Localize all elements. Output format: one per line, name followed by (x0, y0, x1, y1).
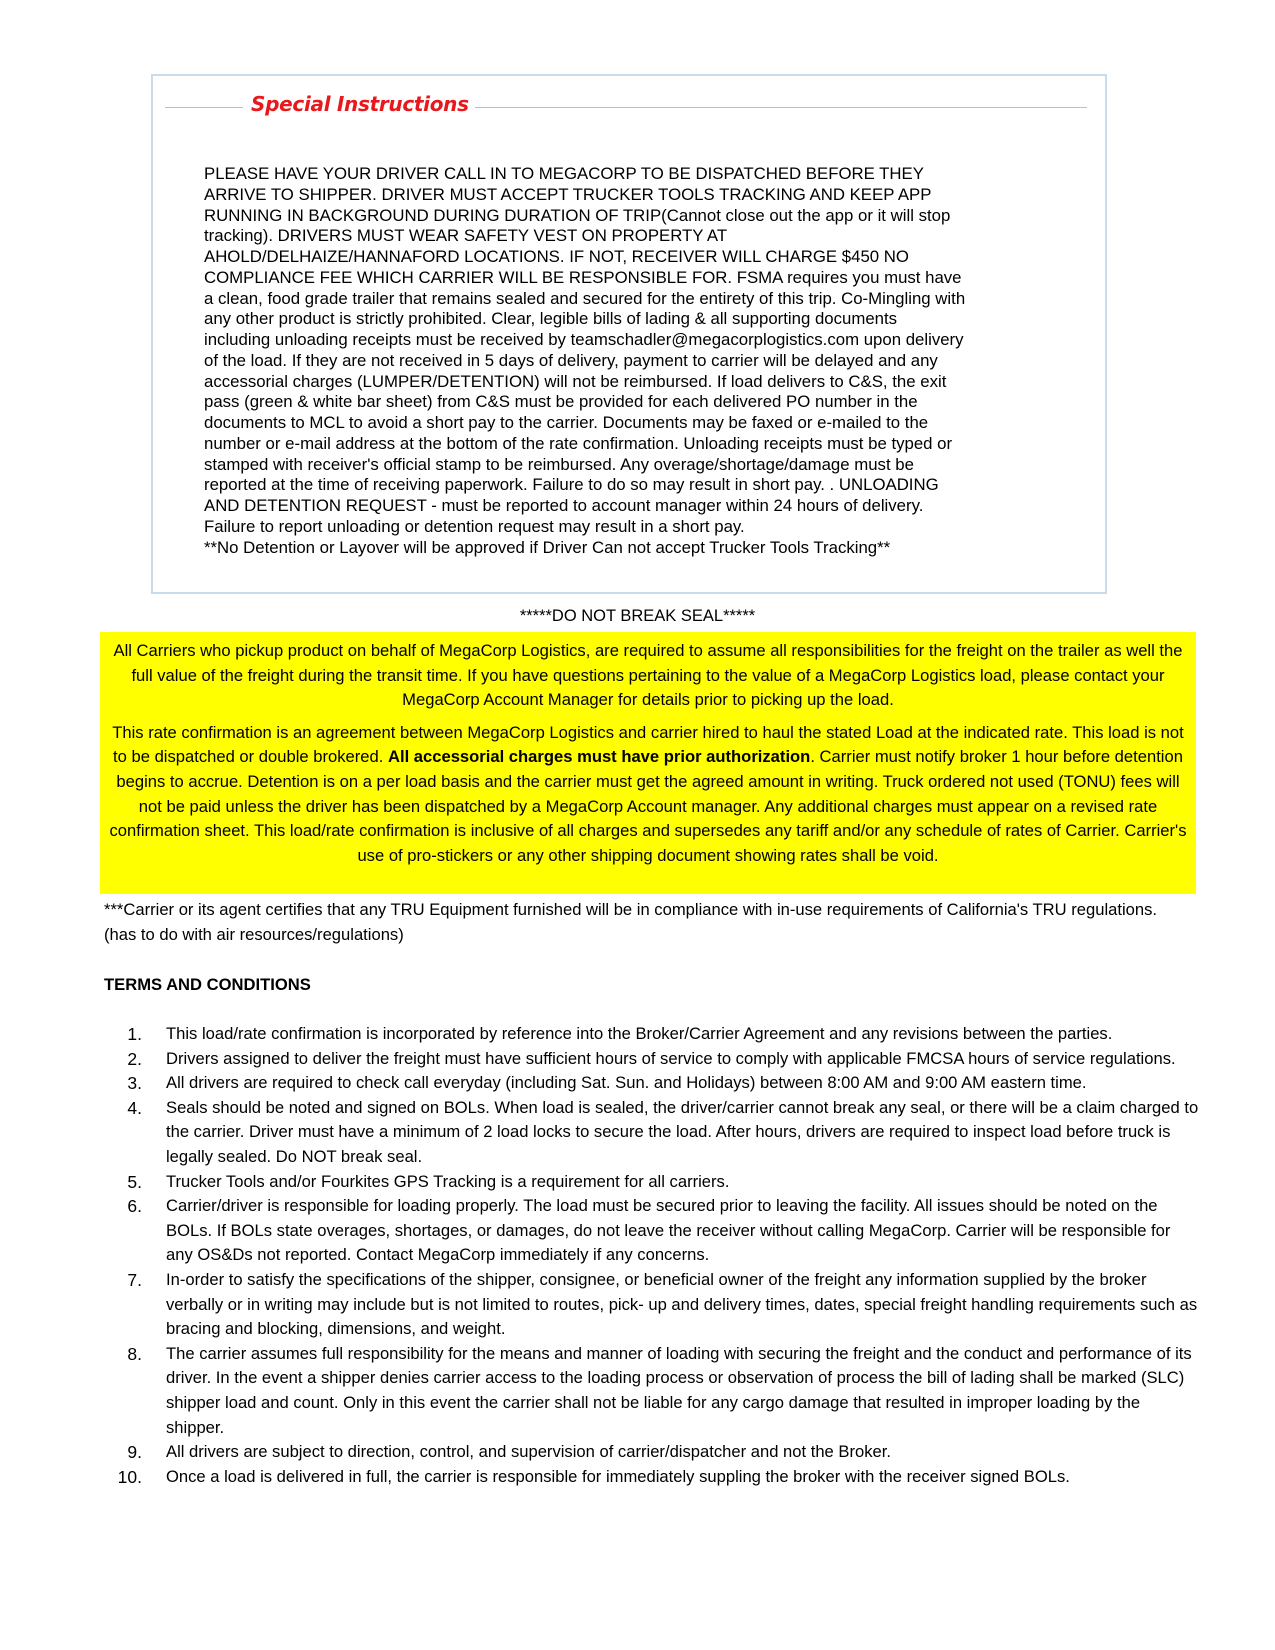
title-rule-right (460, 107, 1087, 108)
title-rule-left (165, 107, 243, 108)
term-item (104, 1071, 1199, 1096)
term-number: 5. (127, 1171, 142, 1192)
special-instructions-title: Special Instructions (245, 92, 475, 116)
rate-confirmation-text-end: . Carrier must notify broker 1 hour before detention begins to accrue. Detention is on a per load basis and the carrier must get the agreed amount in writing. Truck ordered not used (TONU) fees will not be paid unless the driver has been dispatched by a MegaCorp Account manager. Any additional charges must appear on a revised rate confirmation sheet. This load/rate confirmation is inclusive of all charges and supersedes any tariff and/or any schedule of rates of Carrier. Carrier's use of pro-stickers or any other shipping document showing rates shall be void. (109, 747, 1187, 865)
term-number: 7. (127, 1269, 142, 1290)
seal-notice: *****DO NOT BREAK SEAL***** (519, 607, 756, 625)
term-item (104, 1096, 1199, 1170)
carrier-responsibility-notice (100, 632, 1196, 894)
term-number: 9. (127, 1442, 142, 1463)
term-text: This load/rate confirmation is incorporated by reference into the Broker/Carrier Agreement and any revisions between the parties. (166, 1024, 1113, 1043)
terms-list (104, 1022, 1199, 1489)
rate-confirmation-text-start: This rate confirmation is an agreement between MegaCorp Logistics and carrier hired to haul the stated Load at the indicated rate. This load is not to be dispatched or double brokered. (112, 722, 1184, 767)
term-item (104, 1170, 1199, 1195)
term-item (104, 1440, 1199, 1465)
term-text: Drivers assigned to deliver the freight must have sufficient hours of service to comply with applicable FMCSA hours of service regulations. (166, 1048, 1176, 1068)
term-number: 2. (127, 1048, 142, 1069)
term-text: Carrier/driver is responsible for loading properly. The load must be secured prior to leaving the facility. All issues should be noted on the BOLs. If BOLs state overages, shortages, or damages, do not leave the receiver without calling MegaCorp. Carrier will be responsible for any OS&Ds not reported. Contact MegaCorp immediately if any concerns. (166, 1196, 1171, 1265)
special-instructions-text: PLEASE HAVE YOUR DRIVER CALL IN TO MEGACORP TO BE DISPATCHED BEFORE THEY ARRIVE TO SHIPPER. DRIVER MUST ACCEPT TRUCKER TOOLS TRACKING AND KEEP APP RUNNING IN BACKGROUND DURING DURATION OF TRIP(Cannot close out the app or it will stop tracking). DRIVERS MUST WEAR SAFETY VEST ON PROPERTY AT AHOLD/DELHAIZE/HANNAFORD LOCATIONS. IF NOT, RECEIVER WILL CHARGE $450 NO COMPLIANCE FEE WHICH CARRIER WILL BE RESPONSIBLE FOR. FSMA requires you must have a clean, food grade trailer that remains sealed and secured for the entirety of this trip. Co-Mingling with any other product is strictly prohibited. Clear, legible bills of lading & all supporting documents including unloading receipts must be received by teamschadler@megacorplogistics.com upon delivery of the load. If they are not received in 5 days of delivery, payment to carrier will be delayed and any accessorial charges (LUMPER/DETENTION) will not be reimbursed. If load delivers to C&S, the exit pass (green & white bar sheet) from C&S must be provided for each delivered PO number in the documents to MCL to avoid a short pay to the carrier. Documents may be faxed or e-mailed to the number or e-mail address at the bottom of the rate confirmation. Unloading receipts must be typed or stamped with receiver's official stamp to be reimbursed. Any overage/shortage/damage must be reported at the time of receiving paperwork. Failure to do so may result in short pay. . UNLOADING AND DETENTION REQUEST - must be reported to account manager within 24 hours of delivery. Failure to report unloading or detention request may result in a short pay. **No Detention or Layover will be approved if Driver Can not accept Trucker Tools Tracking** (204, 164, 966, 557)
tru-compliance-notice: ***Carrier or its agent certifies that any TRU Equipment furnished will be in compliance with in-use requirements of California's TRU regulations. (has to do with air resources/regulations) (104, 900, 1158, 944)
term-item (104, 1047, 1199, 1072)
term-text: The carrier assumes full responsibility for the means and manner of loading with securing the freight and the conduct and performance of its driver. In the event a shipper denies carrier access to the loading process or observation of process the bill of lading shall be marked (SLC) shipper load and count. Only in this event the carrier shall not be liable for any cargo damage that resulted in improper loading by the shipper. (166, 1343, 1192, 1437)
term-item (104, 1194, 1199, 1268)
freight-responsibility-paragraph: All Carriers who pickup product on behalf of MegaCorp Logistics, are required to assume all responsibilities for the freight on the trailer as well the full value of the freight during the transit time. If you have questions pertaining to the value of a MegaCorp Logistics load, please contact your MegaCorp Account Manager for details prior to picking up the load. (113, 641, 1183, 710)
term-item (104, 1342, 1199, 1440)
term-text: In-order to satisfy the specifications of the shipper, consignee, or beneficial owner of the freight any information supplied by the broker verbally or in writing may include but is not limited to routes, pick- up and delivery times, dates, special freight handling requirements such as bracing and blocking, dimensions, and weight. (166, 1269, 1198, 1339)
term-text: Once a load is delivered in full, the carrier is responsible for immediately suppling the broker with the receiver signed BOLs. (166, 1466, 1070, 1486)
terms-heading: TERMS AND CONDITIONS (104, 975, 311, 994)
term-text: Seals should be noted and signed on BOLs. When load is sealed, the driver/carrier cannot break any seal, or there will be a claim charged to the carrier. Driver must have a minimum of 2 load locks to secure the load. After hours, drivers are required to inspect load before truck is legally sealed. Do NOT break seal. (166, 1097, 1199, 1166)
special-instructions-box (151, 74, 1107, 594)
term-item (104, 1465, 1199, 1490)
term-item (104, 1268, 1199, 1342)
term-item (104, 1022, 1199, 1047)
term-number: 8. (127, 1343, 142, 1364)
term-text: All drivers are subject to direction, control, and supervision of carrier/dispatcher and not the Broker. (166, 1442, 891, 1462)
term-text: All drivers are required to check call everyday (including Sat. Sun. and Holidays) between 8:00 AM and 9:00 AM eastern time. (166, 1073, 1087, 1093)
term-text: Trucker Tools and/or Fourkites GPS Tracking is a requirement for all carriers. (166, 1171, 730, 1191)
term-number: 6. (127, 1196, 142, 1217)
term-number: 4. (127, 1097, 142, 1118)
rate-confirmation-paragraph (108, 721, 1188, 869)
term-number: 1. (127, 1024, 142, 1044)
term-number: 10. (117, 1466, 142, 1487)
term-number: 3. (127, 1073, 142, 1094)
accessorial-authorization-emphasis: All accessorial charges must have prior authorization (387, 747, 811, 767)
